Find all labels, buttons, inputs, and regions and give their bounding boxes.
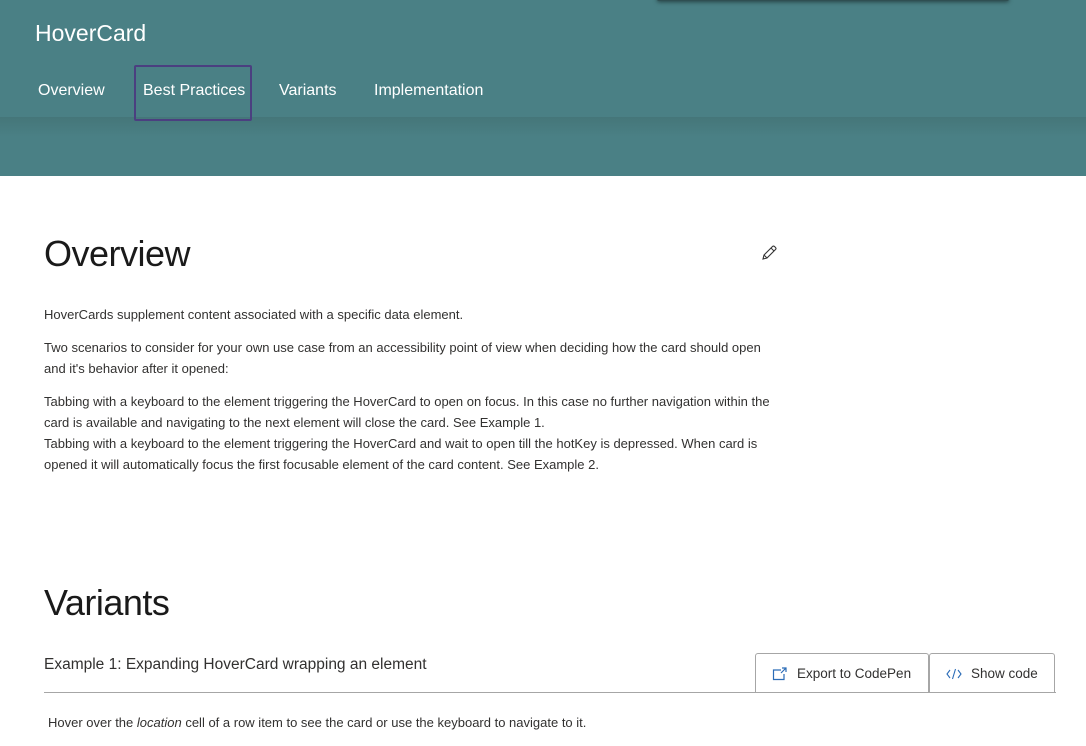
overview-paragraph-3: Tabbing with a keyboard to the element triggering the HoverCard to open on focus. In this case no further navigation within the card is available and navigating to the next element will close the card. See Example 1. [44,394,770,430]
page-header [0,0,1086,176]
show-code-button[interactable] [929,653,1055,693]
variants-heading: Variants [44,582,170,623]
overview-paragraph-1: HoverCards supplement content associated with a specific data element. [44,307,464,322]
example-1-title: Example 1: Expanding HoverCard wrapping an element [44,656,427,673]
tab-variants[interactable]: Variants [279,82,337,99]
tab-overview[interactable]: Overview [38,82,105,99]
pencil-icon[interactable] [760,244,778,262]
description-text: cell of a row item to see the card or use the keyboard to navigate to it. [185,715,587,730]
overview-heading: Overview [44,233,191,274]
example-divider [44,692,1056,693]
show-code-label: Show code [971,666,1038,681]
external-link-icon [772,667,788,681]
focus-outline [134,65,252,121]
overlay-edge [657,0,1009,1]
page-title: HoverCard [35,20,147,46]
overview-paragraph-4: Tabbing with a keyboard to the element triggering the HoverCard and wait to open till the hotKey is depressed. When card is opened it will automatically focus the first focusable element of the card content. See Example 2. [44,436,758,472]
code-icon [946,667,962,681]
description-emphasis: location [136,715,182,730]
export-to-codepen-button[interactable] [755,653,929,693]
tab-best-practices[interactable]: Best Practices [143,82,246,99]
example-1-description [48,715,586,730]
description-text: Hover over the [48,715,134,730]
export-to-codepen-label: Export to CodePen [797,666,912,681]
tab-implementation[interactable]: Implementation [374,82,484,99]
overview-paragraph-2: Two scenarios to consider for your own use case from an accessibility point of view when deciding how the card should open and it's behavior after it opened: [44,340,761,376]
